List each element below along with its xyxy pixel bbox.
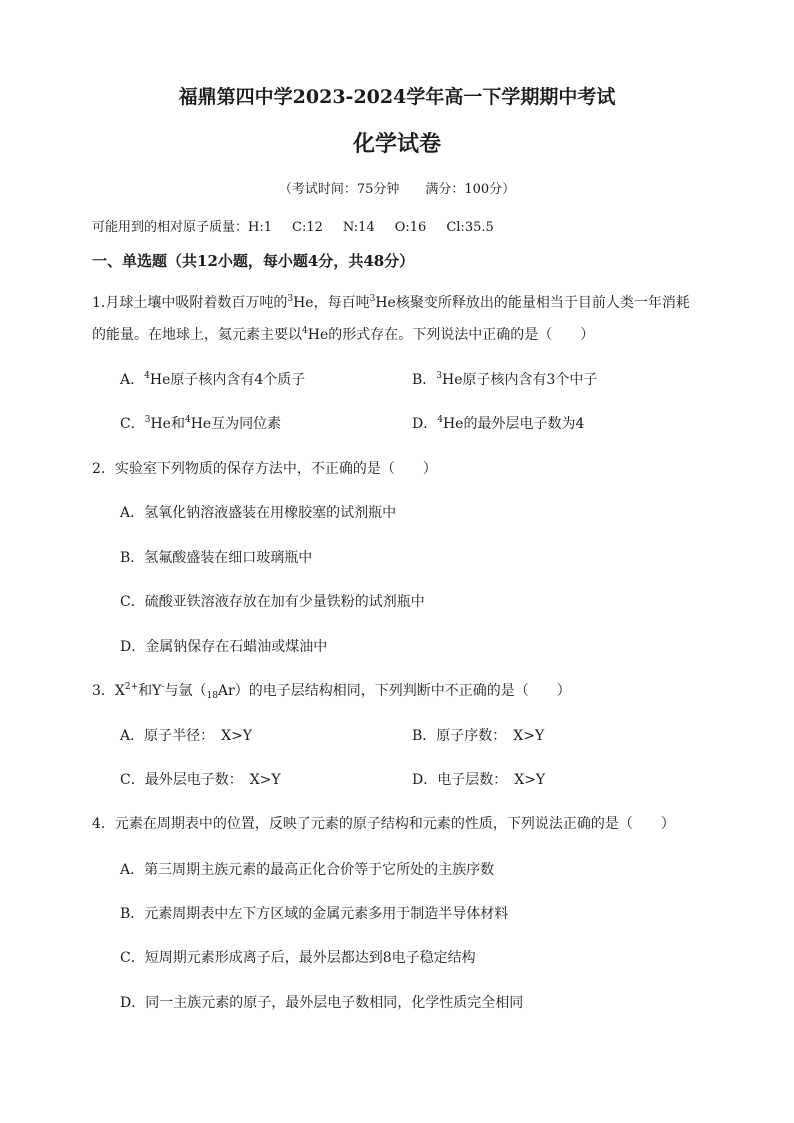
question-4-stem: 4．元素在周期表中的位置，反映了元素的原子结构和元素的性质，下列说法正确的是（ ） [92,816,675,832]
q1-text: He的形式存在。下列说法中正确的是（ ） [307,327,595,343]
exam-subtitle: 化学试卷 [352,131,441,157]
ion-y: 和Y [138,683,162,699]
mass-number: 3 [287,294,294,304]
section-title: 一、单选题（共12小题，每小题4分，共48分） [92,252,415,270]
q1-option-c [120,413,281,433]
q3-text: Ar）的电子层结构相同，下列判断中不正确的是（ ） [217,683,571,699]
mass-number: 4 [437,415,443,425]
option-label: D． [412,416,438,432]
option-text: He的最外层电子数为4 [442,416,585,432]
mass-number: 4 [184,415,191,425]
mass-number: 3 [436,371,443,381]
question-1-stem-line2 [92,324,594,344]
q1-option-b [412,369,597,389]
mass-n: N:14 [342,220,375,235]
q2-option-c: C．硫酸亚铁溶液存放在加有少量铁粉的试剂瓶中 [120,594,425,610]
q2-option-b: B．氢氟酸盛装在细口玻璃瓶中 [120,550,313,566]
exam-time: （考试时间：75分钟 [278,182,400,197]
exam-info [0,178,794,197]
q4-option-c: C．短周期元素形成离子后，最外层都达到8电子稳定结构 [120,950,476,966]
ion-charge: - [161,682,165,692]
mass-number: 3 [369,294,376,304]
q3-text: 与氩（ [164,683,207,699]
atomic-mass-label: 可能用到的相对原子质量： [92,220,249,235]
option-text: He原子核内含有3个中子 [442,372,598,388]
exam-title: 福鼎第四中学2023-2024学年高一下学期期中考试 [178,86,616,108]
q1-text: 的能量。在地球上，氦元素主要以 [92,327,302,343]
exam-score: 满分：100分） [425,182,516,197]
option-text: He原子核内含有4个质子 [149,372,306,388]
mass-h: H:1 [248,220,273,235]
question-2-stem: 2．实验室下列物质的保存方法中，不正确的是（ ） [92,461,437,477]
question-1-stem-line1 [92,292,690,312]
q1-option-a [120,369,305,389]
atomic-number: 18 [206,691,218,701]
question-number: 3． [92,683,115,699]
mass-number: 4 [144,371,150,381]
mass-o: O:16 [394,220,427,235]
q3-option-b: B．原子序数： X>Y [412,728,545,744]
option-text: He和 [150,416,185,432]
q3-option-d: D．电子层数： X>Y [412,772,546,788]
q4-option-d: D．同一主族元素的原子，最外层电子数相同，化学性质完全相同 [120,995,524,1011]
q3-option-c: C．最外层电子数： X>Y [120,772,281,788]
q1-text: He核聚变所释放出的能量相当于目前人类一年消耗 [375,295,690,311]
option-label: C． [120,416,145,432]
ion-x: X [114,683,125,699]
option-text: He互为同位素 [190,416,282,432]
option-label: A． [120,372,145,388]
q1-option-d [412,413,584,433]
question-3-stem [92,680,571,700]
question-number: 1. [92,295,106,311]
q2-option-d: D．金属钠保存在石蜡油或煤油中 [120,639,328,655]
q1-text: 月球土壤中吸附着数百万吨的 [105,295,288,311]
q4-option-b: B．元素周期表中左下方区域的金属元素多用于制造半导体材料 [120,906,509,922]
mass-cl: Cl:35.5 [446,220,494,235]
atomic-mass-info [92,216,514,235]
q1-text: He，每百吨 [293,295,370,311]
q4-option-a: A．第三周期主族元素的最高正化合价等于它所处的主族序数 [120,862,495,878]
ion-charge: 2+ [124,682,139,692]
mass-number: 4 [302,326,308,336]
mass-number: 3 [144,415,151,425]
q2-option-a: A．氢氧化钠溶液盛装在用橡胶塞的试剂瓶中 [120,505,397,521]
mass-c: C:12 [292,220,323,235]
option-label: B． [412,372,437,388]
q3-option-a: A．原子半径： X>Y [120,728,253,744]
